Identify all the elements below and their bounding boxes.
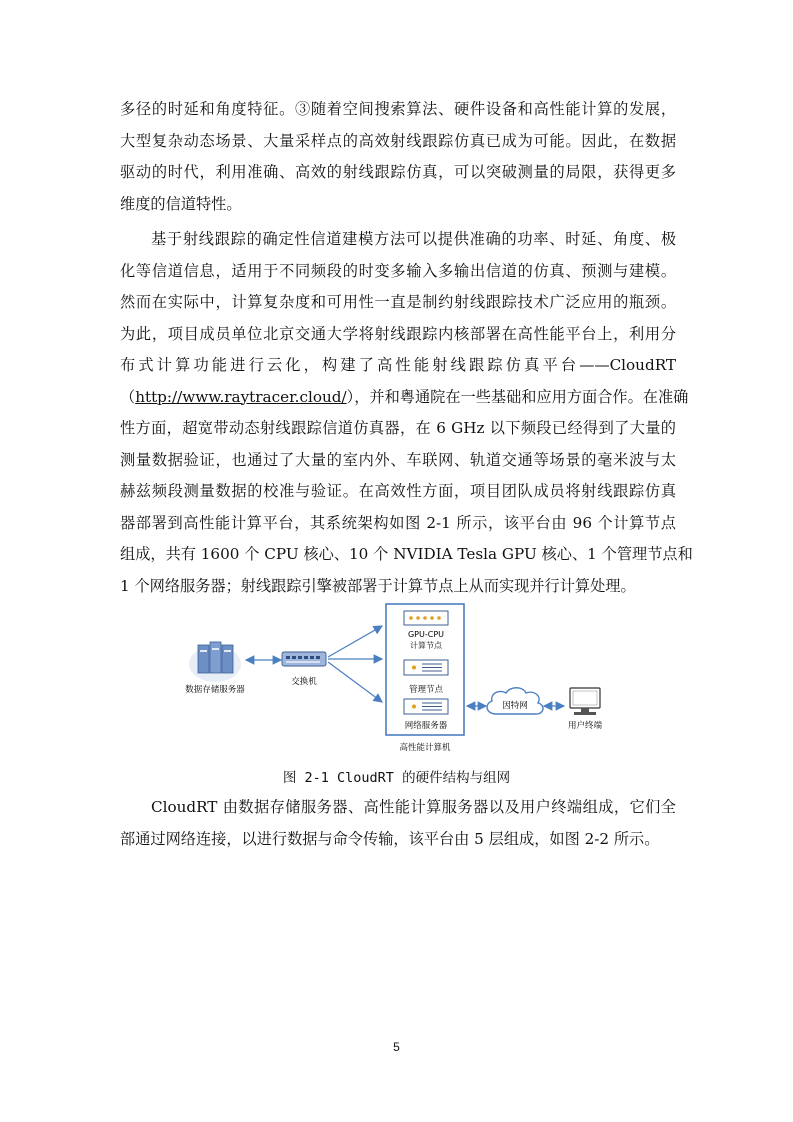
- gpu-cpu-label: GPU-CPU: [407, 630, 445, 639]
- internet-label: 因特网: [502, 701, 528, 711]
- text-line: 然而在实际中，计算复杂度和可用性一直是制约射线跟踪技术广泛应用的瓶颈。: [120, 293, 676, 311]
- network-server-icon: [404, 699, 448, 714]
- text-line-with-link: [120, 382, 689, 414]
- text-fragment: （: [120, 387, 136, 406]
- connection-arrow: [328, 662, 382, 702]
- storage-server-label: 数据存储服务器: [185, 685, 245, 695]
- text-line: 大型复杂动态场景、大量采样点的高效射线跟踪仿真已成为可能。因此，在数据: [120, 131, 676, 150]
- cloudrt-link[interactable]: http://www.raytracer.cloud/: [135, 387, 347, 406]
- user-terminal-label: 用户终端: [567, 721, 603, 731]
- text-line: 为此，项目成员单位北京交通大学将射线跟踪内核部署在高性能平台上，利用分: [120, 324, 676, 343]
- text-line: 部通过网络连接，以进行数据与命令传输，该平台由 5 层组成，如图 2-2 所示。: [120, 829, 660, 848]
- storage-server-icon: [189, 642, 241, 682]
- text-line: 化等信道信息，适用于不同频段的时变多输入多输出信道的仿真、预测与建模。: [120, 261, 676, 280]
- figure-caption: 图 2-1 CloudRT 的硬件结构与组网: [282, 770, 511, 786]
- text-fragment: ），并和粤通院在一些基础和应用方面合作。在准确: [346, 387, 689, 406]
- gpu-cpu-node-icon: [404, 611, 448, 625]
- management-node-icon: [404, 660, 448, 675]
- text-line: 测量数据验证，也通过了大量的室内外、车联网、轨道交通等场景的毫米波与太: [120, 450, 676, 469]
- text-line: 基于射线跟踪的确定性信道建模方法可以提供准确的功率、时延、角度、极: [151, 230, 676, 248]
- text-line: 性方面，超宽带动态射线跟踪信道仿真器，在 6 GHz 以下频段已经得到了大量的: [120, 419, 676, 437]
- paragraph-2: [120, 224, 693, 602]
- page-number: 5: [393, 1040, 400, 1054]
- paragraph-3: [120, 792, 676, 855]
- management-node-label: 管理节点: [408, 685, 444, 695]
- text-line: 维度的信道特性。: [120, 194, 242, 213]
- compute-node-label: 计算节点: [410, 641, 442, 650]
- hardware-architecture-diagram: [178, 600, 618, 765]
- paragraph-1: [120, 94, 676, 220]
- text-line: 器部署到高性能计算平台，其系统架构如图 2-1 所示，该平台由 96 个计算节点: [120, 513, 676, 532]
- text-line: 多径的时延和角度特征。③随着空间搜索算法、硬件设备和高性能计算的发展，: [120, 100, 676, 118]
- computer-icon: [570, 688, 600, 715]
- text-line: 组成，共有 1600 个 CPU 核心、10 个 NVIDIA Tesla GPU 核心、1 个管理节点和: [120, 545, 693, 563]
- text-line: 赫兹频段测量数据的校准与验证。在高效性方面，项目团队成员将射线跟踪仿真: [120, 482, 676, 500]
- network-server-label: 网络服务器: [404, 721, 448, 731]
- connection-arrow: [328, 626, 382, 657]
- hpc-label: 高性能计算机: [399, 743, 451, 753]
- switch-label: 交换机: [291, 677, 317, 687]
- text-line: 驱动的时代，利用准确、高效的射线跟踪仿真，可以突破测量的局限，获得更多: [120, 163, 676, 181]
- switch-icon: [282, 652, 326, 666]
- text-line: 布式计算功能进行云化，构建了高性能射线跟踪仿真平台——CloudRT: [120, 356, 676, 374]
- text-line: 1 个网络服务器；射线跟踪引擎被部署于计算节点上从而实现并行计算处理。: [120, 576, 636, 595]
- text-line: CloudRT 由数据存储服务器、高性能计算服务器以及用户终端组成，它们全: [151, 798, 676, 816]
